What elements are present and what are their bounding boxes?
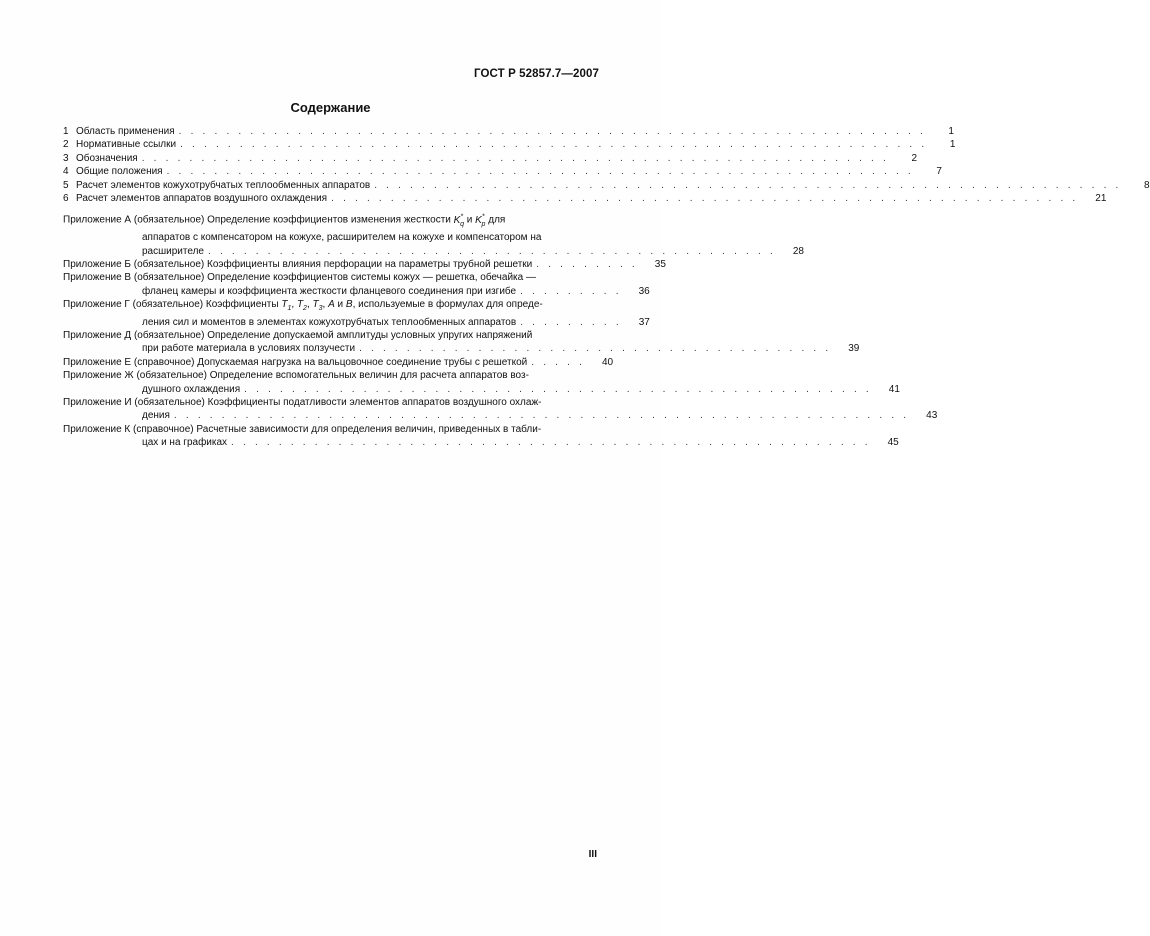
toc-page-number: 1 xyxy=(948,126,954,137)
page-number: III xyxy=(588,849,597,860)
appendix-title-cont: , используемые в формулах для опреде- xyxy=(352,299,543,311)
symbol-a: A xyxy=(328,299,335,311)
symbol-b: B xyxy=(345,299,353,311)
leader-dots: . . . . . xyxy=(531,356,586,368)
page-title: Содержание xyxy=(290,100,371,115)
toc-page-number: 28 xyxy=(792,245,804,257)
leader-dots: . . . . . . . . . . . . . . . . . . . . . . . . . . . . . . . . . . . . . . . . . . . . . . . . . . . . . . . . . . . . . . . xyxy=(374,179,1122,191)
appendix-heading: Приложение К (справочное) xyxy=(63,423,194,435)
toc-entry-line xyxy=(63,245,804,258)
leader-dots: . . . . . . . . . xyxy=(520,316,622,328)
toc-page-number: 35 xyxy=(654,258,666,270)
appendix-title-line-3: расширителе xyxy=(142,245,204,257)
appendix-title: Определение коэффициентов изменения жесткости xyxy=(207,214,451,226)
symbol-t1: $T_1$ xyxy=(281,299,292,313)
leader-dots: . . . . . . . . . . . . . . . . . . . . . . . . . . . . . . . . . . . . . . . . . . . . . . . . . . . . . . . . . . . . . . xyxy=(173,410,910,422)
leader-dots: . . . . . . . . . . . . . . . . . . . . . . . . . . . . . . . . . . . . . . . . . . . . . . . . . . . . . . . . . . . . . . . xyxy=(166,166,914,178)
conjunction: и xyxy=(337,299,344,311)
toc-entry-appendix-v[interactable] xyxy=(63,271,650,298)
toc-page-number: 37 xyxy=(638,316,650,328)
symbol-k-q: $K^*_q$ xyxy=(453,213,464,228)
toc-page-number: 7 xyxy=(936,166,942,178)
toc-entry-appendix-b[interactable] xyxy=(63,258,666,271)
toc-page-number: 8 xyxy=(1143,179,1150,191)
appendix-heading: Приложение А (обязательное) xyxy=(63,214,205,226)
leader-dots: . . . . . . . . . . . . . . . . . . . . . . . . . . . . . . . . . . . . . . . . xyxy=(359,343,832,355)
leader-dots: . . . . . . . . . . . . . . . . . . . . . . . . . . . . . . . . . . . . . . . . . . . . . . . . . . . . . . . . . . . . . . . xyxy=(180,139,928,151)
toc-section-title: Общие положения xyxy=(76,166,163,178)
toc-entry-appendix-d[interactable] xyxy=(63,329,860,356)
appendix-title: Расчетные зависимости для определения величин, приведенных в табли- xyxy=(196,423,542,435)
appendix-title: Коэффициенты xyxy=(205,299,279,311)
appendix-title-line-2: ления сил и моментов в элементах кожухотрубчатых теплообменных аппаратов xyxy=(142,316,517,328)
toc-entry-appendix-k[interactable] xyxy=(63,423,899,450)
leader-dots: . . . . . . . . . xyxy=(536,258,638,270)
symbol-t2: $T_2$ xyxy=(296,299,307,313)
toc-page-number: 2 xyxy=(911,152,917,164)
appendix-title: Коэффициенты податливости элементов аппаратов воздушного охлаж- xyxy=(207,397,542,409)
appendix-heading: Приложение Д (обязательное) xyxy=(63,330,205,342)
leader-dots: . . . . . . . . . . . . . . . . . . . . . . . . . . . . . . . . . . . . . . . . . . . . . . . . . . . . . . . . . . . . . . . xyxy=(178,126,926,137)
appendix-title: Определение коэффициентов системы кожух — решетка, обечайка — xyxy=(207,272,536,284)
appendix-heading: Приложение В (обязательное) xyxy=(63,272,205,284)
document-number: ГОСТ Р 52857.7—2007 xyxy=(474,68,599,80)
toc-entry-line xyxy=(63,210,599,231)
toc-section-title: Нормативные ссылки xyxy=(76,139,177,151)
toc-entry-appendix-a[interactable] xyxy=(63,210,804,258)
toc-entry-section-5[interactable] xyxy=(63,179,1150,192)
toc-section-number: 3 xyxy=(63,152,69,164)
appendix-title-end: для xyxy=(488,214,506,226)
appendix-title-line-2: дения xyxy=(142,410,170,422)
leader-dots: . . . . . . . . . . . . . . . . . . . . . . . . . . . . . . . . . . . . . . . . . . . . . . . . . . . . . . . . . . . . . . . xyxy=(141,152,889,164)
appendix-heading: Приложение Г (обязательное) xyxy=(63,299,204,311)
toc-section-number: 4 xyxy=(63,166,69,178)
toc-entry-appendix-i[interactable] xyxy=(63,396,938,423)
leader-dots: . . . . . . . . . . . . . . . . . . . . . . . . . . . . . . . . . . . . . . . . . . . . . . . . . . . . . . xyxy=(231,437,871,449)
toc-page-number: 41 xyxy=(888,383,900,395)
toc-entry-appendix-e[interactable] xyxy=(63,356,614,369)
toc-entry-section-2[interactable] xyxy=(63,138,956,151)
toc-section-title: Область применения xyxy=(76,126,175,137)
toc-section-title: Обозначения xyxy=(76,152,138,164)
appendix-title: Коэффициенты влияния перфорации на параметры трубной решетки xyxy=(207,258,533,270)
toc-section-number: 1 xyxy=(63,126,69,137)
toc-section-title: Расчет элементов аппаратов воздушного охлаждения xyxy=(76,193,328,205)
toc-page-number: 21 xyxy=(1095,193,1107,205)
toc-page-number: 1 xyxy=(949,139,956,151)
appendix-title-line-2: аппаратов с компенсатором на кожухе, расширителем на кожухе и компенсатором на xyxy=(142,232,542,244)
symbol-t3: $T_3$ xyxy=(312,299,323,313)
appendix-title: Определение вспомогательных величин для расчета аппаратов воз- xyxy=(209,370,529,382)
toc-entry-section-1[interactable] xyxy=(63,125,954,138)
leader-dots: . . . . . . . . . xyxy=(520,285,622,297)
appendix-heading: Приложение И (обязательное) xyxy=(63,397,205,409)
appendix-heading: Приложение Ж (обязательное) xyxy=(63,370,207,382)
toc-entry-section-3[interactable] xyxy=(63,152,917,165)
toc-section-number: 6 xyxy=(63,193,69,205)
toc-page-number: 40 xyxy=(601,356,614,368)
toc-entry-appendix-g[interactable]: Приложение Г (обязательное) Коэффициенты $T_1$, $T_2$, $T_3$, A и B, используемые в формулах для опреде- ления сил и моментов в элементах кожухотрубчатых теплообменных аппаратов . . . . . . . . . 37 xyxy=(63,299,650,328)
toc-page-number: 45 xyxy=(887,437,899,449)
toc-section-number: 2 xyxy=(63,139,69,151)
appendix-heading: Приложение Е (справочное) xyxy=(63,356,195,368)
conjunction: и xyxy=(466,214,473,226)
toc-entry-appendix-zh[interactable] xyxy=(63,369,900,396)
toc-entry-section-6[interactable] xyxy=(63,192,1107,205)
toc-page-number: 43 xyxy=(926,410,938,422)
toc-page-number: 36 xyxy=(638,285,650,297)
symbol-k-p: $K^*_p$ xyxy=(475,213,486,228)
appendix-title-line-2: цах и на графиках xyxy=(142,437,228,449)
leader-dots: . . . . . . . . . . . . . . . . . . . . . . . . . . . . . . . . . . . . . . . . . . . . . . . . . . . . . . . . . . . . . . . xyxy=(331,193,1079,205)
toc-page-number: 39 xyxy=(848,343,860,355)
toc-entry-section-4[interactable] xyxy=(63,165,942,178)
leader-dots: . . . . . . . . . . . . . . . . . . . . . . . . . . . . . . . . . . . . . . . . . . . . . . . . . . . . . xyxy=(244,383,872,395)
appendix-title-line-2: при работе материала в условиях ползучести xyxy=(142,343,356,355)
toc-section-number: 5 xyxy=(63,179,69,191)
table-of-contents xyxy=(63,125,1150,450)
appendix-title: Определение допускаемой амплитуды условных упругих напряжений xyxy=(207,330,533,342)
toc-section-title: Расчет элементов кожухотрубчатых теплообменных аппаратов xyxy=(76,179,371,191)
appendix-heading: Приложение Б (обязательное) xyxy=(63,258,205,270)
appendix-title: Допускаемая нагрузка на вальцовочное соединение трубы с решеткой xyxy=(197,356,528,368)
leader-dots: . . . . . . . . . . . . . . . . . . . . . . . . . . . . . . . . . . . . . . . . . . . . . . . . xyxy=(207,245,776,257)
appendix-title-line-2: душного охлаждения xyxy=(142,383,241,395)
appendix-title-line-2: фланец камеры и коэффициента жесткости фланцевого соединения при изгибе xyxy=(142,285,517,297)
